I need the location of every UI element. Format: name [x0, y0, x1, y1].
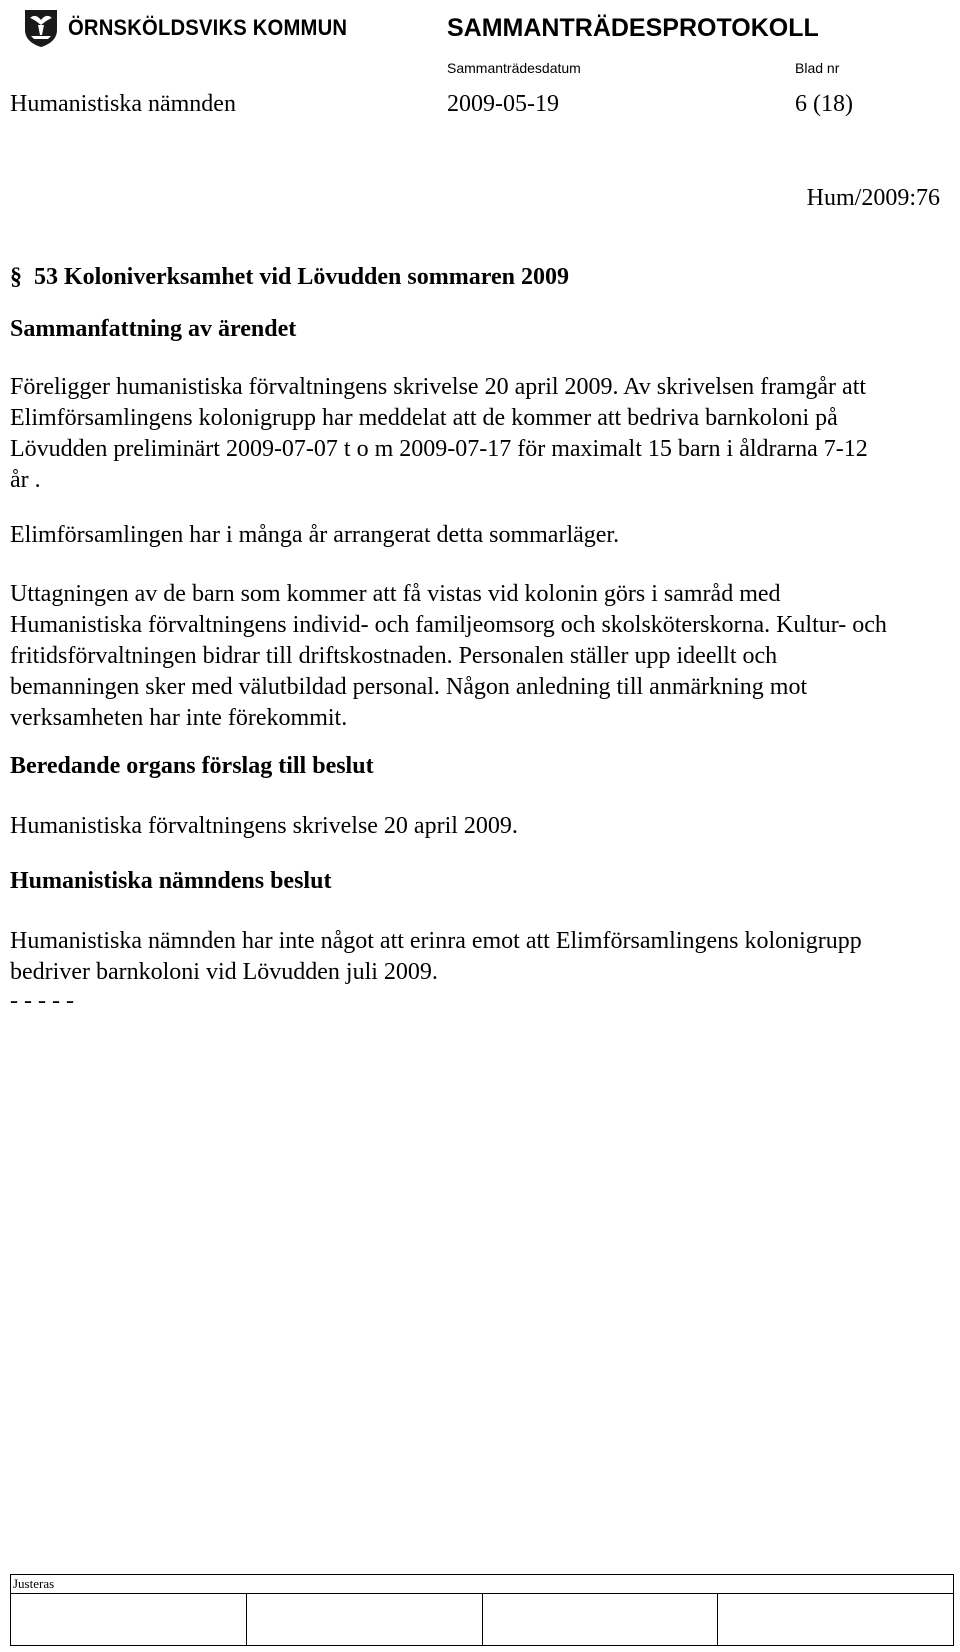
paragraph-summary: Föreligger humanistiska förvaltningens skrivelse 20 april 2009. Av skrivelsen framgår att Elimförsamlingens kolonigrupp har meddelat att de kommer att bedriva barnkoloni på Lövudden preliminärt 2009-07-07 t o m 2009-07-17 för maximalt 15 barn i åldrarna 7-12 år .	[10, 374, 868, 493]
signature-table	[10, 1574, 954, 1646]
justeras-cell	[11, 1575, 954, 1594]
document-type-title: SAMMANTRÄDESPROTOKOLL	[447, 14, 819, 42]
end-mark: - - - - -	[10, 988, 74, 1014]
heading-summary: Sammanfattning av ärendet	[10, 316, 297, 342]
section-title-text: 53 Koloniverksamhet vid Lövudden sommaren 2009	[34, 264, 569, 290]
municipal-crest-icon	[22, 8, 60, 48]
page-number-label: Blad nr	[795, 60, 840, 76]
signature-box[interactable]	[11, 1594, 247, 1646]
signature-box[interactable]	[482, 1594, 718, 1646]
paragraph-proposal: Humanistiska förvaltningens skrivelse 20 april 2009.	[10, 813, 518, 839]
section-title	[10, 264, 569, 291]
page-number: 6 (18)	[795, 91, 853, 117]
org-name: ÖRNSKÖLDSVIKS KOMMUN	[68, 15, 348, 40]
paragraph-history: Elimförsamlingen har i många år arrangerat detta sommarläger.	[10, 522, 620, 548]
heading-decision: Humanistiska nämndens beslut	[10, 868, 332, 894]
committee-name: Humanistiska nämnden	[10, 91, 236, 117]
paragraph-sign: §	[10, 264, 22, 290]
justeras-label: Justeras	[13, 1576, 55, 1591]
meeting-date: 2009-05-19	[447, 91, 559, 117]
paragraph-decision: Humanistiska nämnden har inte något att erinra emot att Elimförsamlingens kolonigrupp bedriver barnkoloni vid Lövudden juli 2009.	[10, 928, 862, 985]
heading-proposal: Beredande organs förslag till beslut	[10, 753, 374, 779]
signature-box[interactable]	[246, 1594, 482, 1646]
municipality-logo	[22, 8, 371, 48]
diary-number: Hum/2009:76	[806, 185, 940, 211]
meeting-date-label: Sammanträdesdatum	[447, 60, 581, 76]
paragraph-selection: Uttagningen av de barn som kommer att få vistas vid kolonin görs i samråd med Humanistiska förvaltningens individ- och familjeomsorg och skolsköterskorna. Kultur- och fritidsförvaltningen bidrar till driftskostnaden. Personalen ställer upp ideellt och bemanningen sker med välutbildad personal. Någon anledning till anmärkning mot verksamheten har inte förekommit.	[10, 581, 887, 731]
signature-box[interactable]	[718, 1594, 954, 1646]
